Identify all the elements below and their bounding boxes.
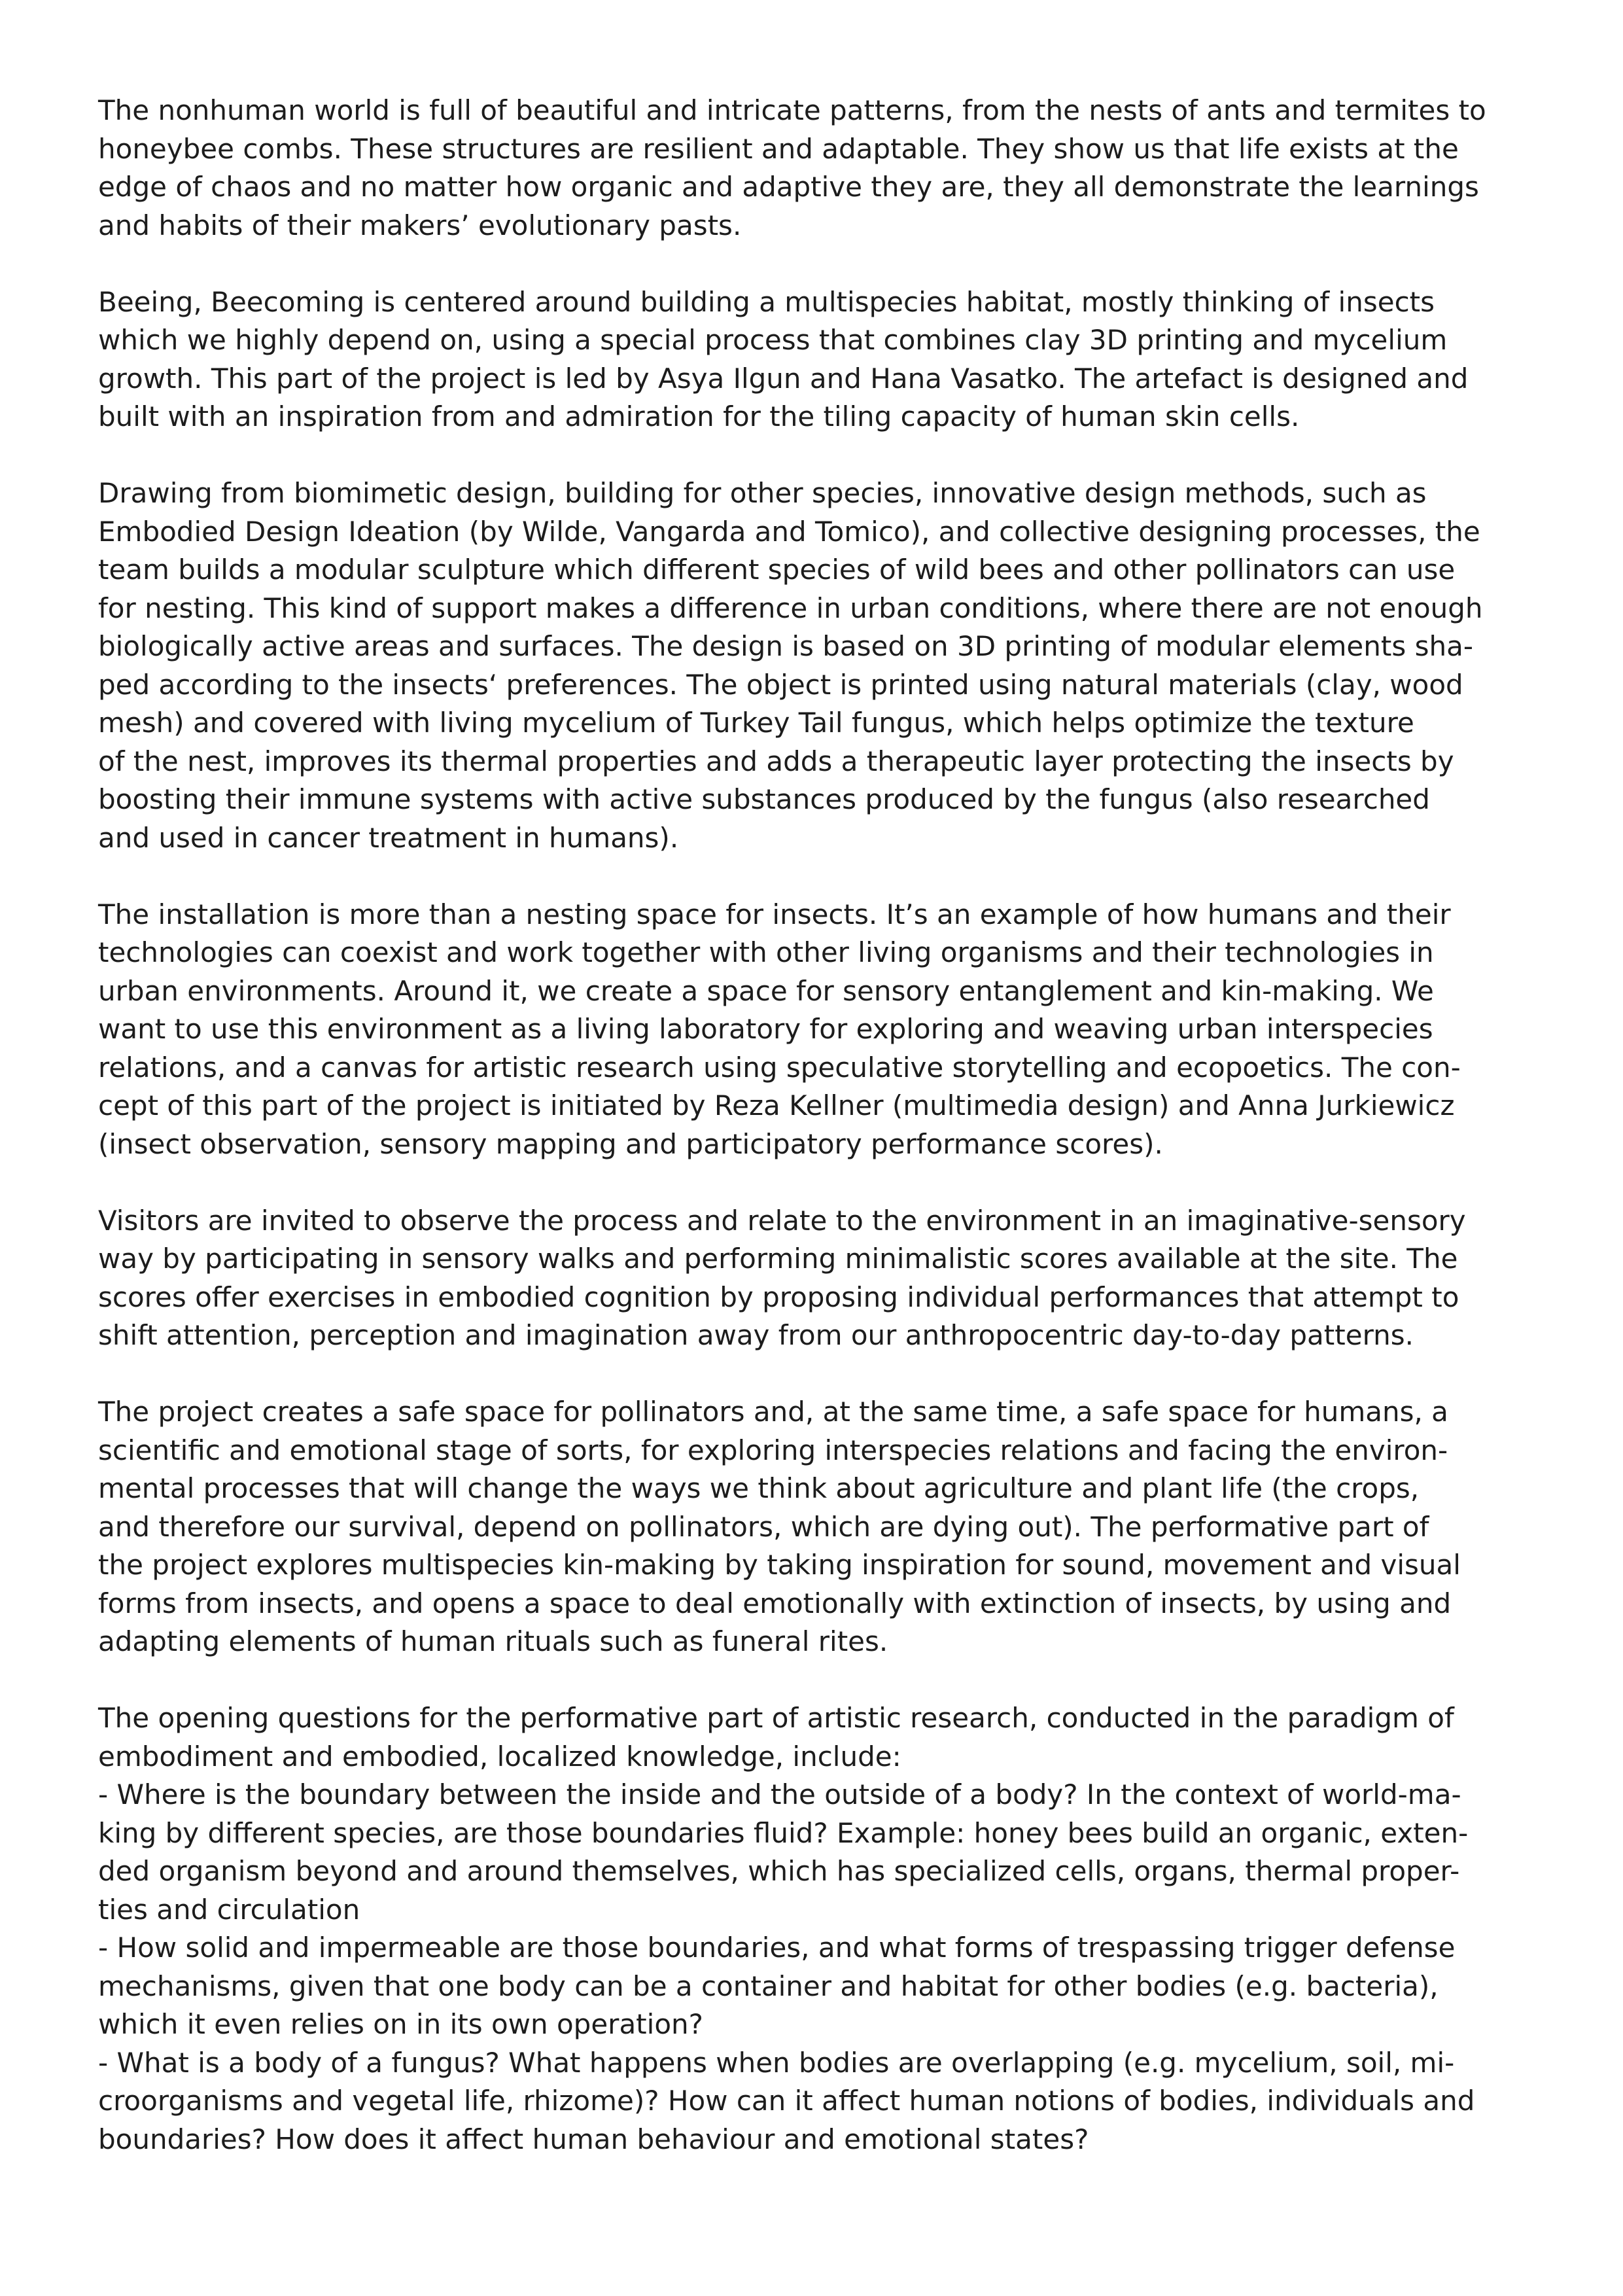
text-line: embodiment and embodied, localized knowledge, include: bbox=[98, 1740, 901, 1773]
text-line: want to use this environment as a living laboratory for exploring and weaving urban interspecies bbox=[98, 1013, 1433, 1045]
list-item-line: ties and circulation bbox=[98, 1893, 360, 1926]
text-line: Beeing, Beecoming is centered around building a multispecies habitat, mostly thinking of insects bbox=[98, 285, 1435, 318]
text-line: honeybee combs. These structures are resilient and adaptable. They show us that life exists at the bbox=[98, 132, 1459, 165]
paragraph-4 bbox=[98, 896, 1547, 1164]
text-line: The opening questions for the performative part of artistic research, conducted in the paradigm of bbox=[98, 1702, 1454, 1734]
text-line: shift attention, perception and imagination away from our anthropocentric day-to-day patterns. bbox=[98, 1319, 1414, 1351]
list-item-line: king by different species, are those boundaries fluid? Example: honey bees build an organic, exten- bbox=[98, 1816, 1469, 1849]
text-line: relations, and a canvas for artistic research using speculative storytelling and ecopoetics. The con- bbox=[98, 1051, 1461, 1084]
text-line: (insect observation, sensory mapping and participatory performance scores). bbox=[98, 1127, 1163, 1160]
text-line: and habits of their makers’ evolutionary pasts. bbox=[98, 209, 742, 241]
paragraph-1 bbox=[98, 92, 1547, 245]
text-line: Visitors are invited to observe the process and relate to the environment in an imaginative-sensory bbox=[98, 1204, 1466, 1237]
text-line: and used in cancer treatment in humans). bbox=[98, 821, 679, 854]
paragraph-7 bbox=[98, 1699, 1547, 2159]
document-page bbox=[98, 92, 1547, 2159]
text-line: built with an inspiration from and admiration for the tiling capacity of human skin cells. bbox=[98, 400, 1300, 433]
text-line: way by participating in sensory walks and performing minimalistic scores available at the site. The bbox=[98, 1243, 1458, 1275]
list-item-line: - Where is the boundary between the inside and the outside of a body? In the context of world-ma- bbox=[98, 1778, 1461, 1810]
paragraph-5 bbox=[98, 1202, 1547, 1355]
text-line: edge of chaos and no matter how organic and adaptive they are, they all demonstrate the learnings bbox=[98, 171, 1479, 203]
text-line: and therefore our survival, depend on pollinators, which are dying out). The performative part of bbox=[98, 1510, 1429, 1543]
paragraph-2 bbox=[98, 283, 1547, 436]
text-line: scores offer exercises in embodied cognition by proposing individual performances that attempt to bbox=[98, 1280, 1459, 1313]
paragraph-6 bbox=[98, 1393, 1547, 1661]
text-line: biologically active areas and surfaces. The design is based on 3D printing of modular elements sha- bbox=[98, 630, 1473, 662]
text-line: adapting elements of human rituals such as funeral rites. bbox=[98, 1625, 888, 1657]
text-line: the project explores multispecies kin-making by taking inspiration for sound, movement and visual bbox=[98, 1549, 1461, 1581]
list-item-line: - How solid and impermeable are those boundaries, and what forms of trespassing trigger defense bbox=[98, 1932, 1456, 1964]
text-line: boosting their immune systems with active substances produced by the fungus (also researched bbox=[98, 783, 1430, 815]
text-line: scientific and emotional stage of sorts, for exploring interspecies relations and facing the environ- bbox=[98, 1434, 1448, 1466]
list-item-line: boundaries? How does it affect human behaviour and emotional states? bbox=[98, 2123, 1089, 2155]
text-line: team builds a modular sculpture which different species of wild bees and other pollinators can use bbox=[98, 554, 1456, 586]
list-item-line: which it even relies on in its own operation? bbox=[98, 2008, 703, 2040]
text-line: mesh) and covered with living mycelium of Turkey Tail fungus, which helps optimize the texture bbox=[98, 707, 1414, 739]
text-line: technologies can coexist and work together with other living organisms and their technologies in bbox=[98, 936, 1434, 968]
text-line: growth. This part of the project is led by Asya Ilgun and Hana Vasatko. The artefact is designed and bbox=[98, 362, 1469, 395]
text-line: which we highly depend on, using a special process that combines clay 3D printing and mycelium bbox=[98, 324, 1448, 356]
text-line: The installation is more than a nesting space for insects. It’s an example of how humans and their bbox=[98, 898, 1451, 930]
list-item-line: - What is a body of a fungus? What happens when bodies are overlapping (e.g. mycelium, soil, mi- bbox=[98, 2046, 1455, 2079]
text-line: ped according to the insects‘ preferences. The object is printed using natural materials (clay, wood bbox=[98, 668, 1463, 701]
list-item-line: croorganisms and vegetal life, rhizome)? How can it affect human notions of bodies, individuals and bbox=[98, 2085, 1475, 2117]
text-line: urban environments. Around it, we create a space for sensory entanglement and kin-making. We bbox=[98, 974, 1434, 1007]
text-line: Embodied Design Ideation (by Wilde, Vangarda and Tomico), and collective designing processes, the bbox=[98, 515, 1480, 548]
text-line: mental processes that will change the ways we think about agriculture and plant life (the crops, bbox=[98, 1472, 1420, 1504]
list-item-line: mechanisms, given that one body can be a container and habitat for other bodies (e.g. bacteria), bbox=[98, 1969, 1439, 2002]
paragraph-3 bbox=[98, 474, 1547, 857]
text-line: of the nest, improves its thermal properties and adds a therapeutic layer protecting the insects by bbox=[98, 745, 1454, 777]
list-item-line: ded organism beyond and around themselves, which has specialized cells, organs, thermal proper- bbox=[98, 1855, 1460, 1887]
text-line: The nonhuman world is full of beautiful and intricate patterns, from the nests of ants and termites to bbox=[98, 94, 1486, 126]
text-line: cept of this part of the project is initiated by Reza Kellner (multimedia design) and Anna Jurkiewicz bbox=[98, 1089, 1455, 1122]
text-line: forms from insects, and opens a space to deal emotionally with extinction of insects, by using and bbox=[98, 1587, 1452, 1619]
text-line: Drawing from biomimetic design, building for other species, innovative design methods, such as bbox=[98, 477, 1427, 509]
text-line: The project creates a safe space for pollinators and, at the same time, a safe space for humans, a bbox=[98, 1396, 1448, 1428]
text-line: for nesting. This kind of support makes a difference in urban conditions, where there are not enough bbox=[98, 592, 1483, 624]
